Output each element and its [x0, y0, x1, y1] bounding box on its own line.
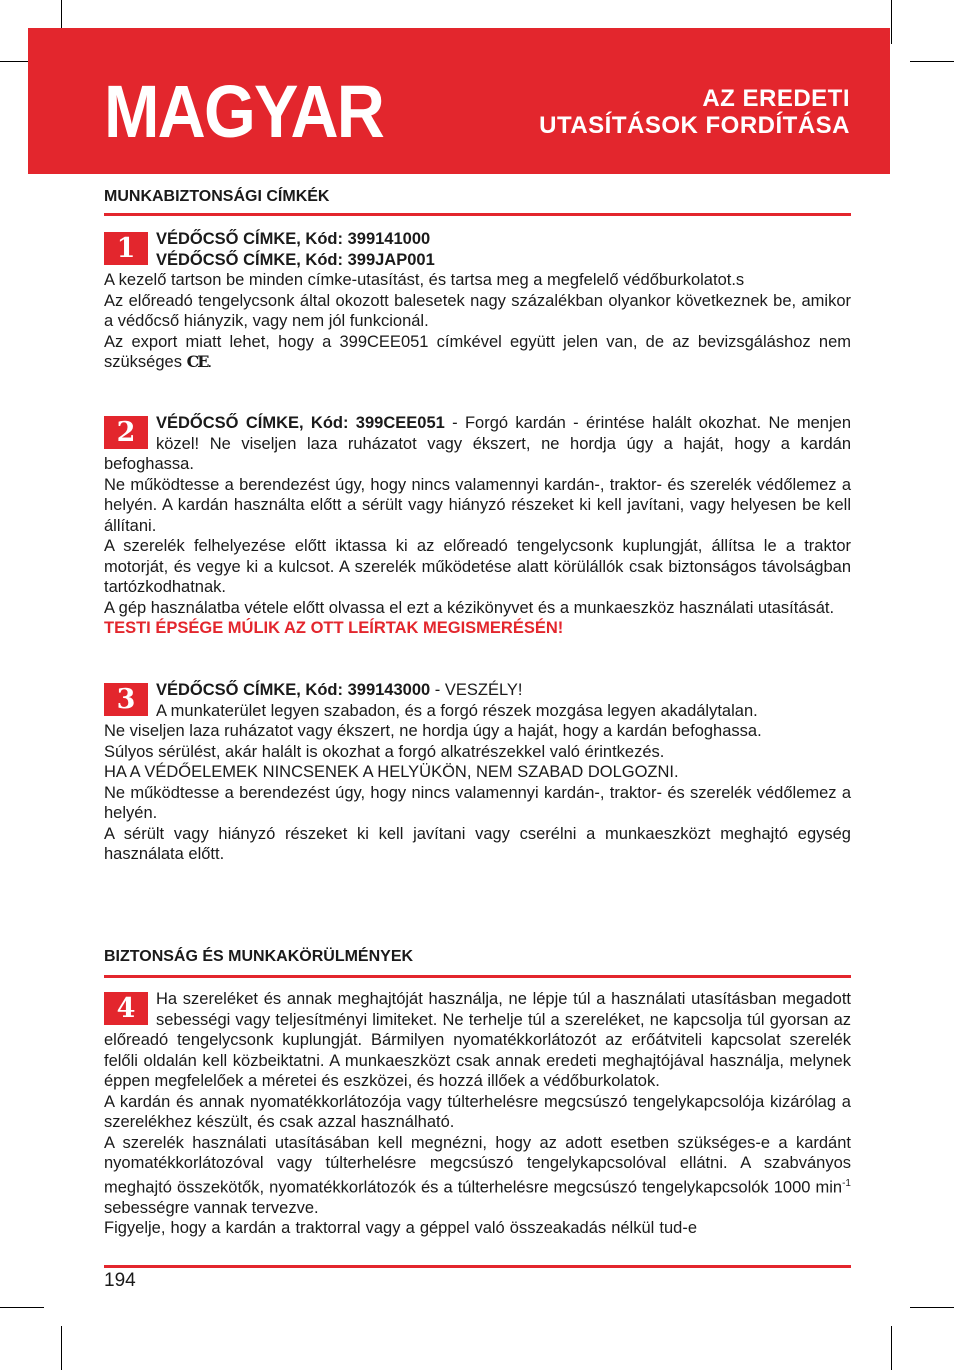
header-banner — [28, 28, 890, 174]
label-text — [104, 332, 851, 373]
body-text: Figyelje, hogy a kardán a traktorral vagy a géppel való összeakadás nélkül tud-e — [104, 1219, 698, 1237]
label-number-badge: 2 — [104, 416, 148, 449]
warning-text: TESTI ÉPSÉGE MÚLIK AZ OTT LEÍRTAK MEGISMERÉSÉN! — [104, 619, 564, 637]
section-title-safety — [104, 947, 851, 967]
label-heading-rest: - VESZÉLY! — [430, 681, 523, 699]
body-text-end: sebességre vannak tervezve. — [104, 1198, 319, 1217]
label-text: A kezelő tartson be minden címke-utasítást, és tartsa meg a megfelelő védőburkolatot.s — [104, 271, 745, 289]
label-item-4 — [104, 989, 851, 1239]
body-text: Ha szereléket és annak meghajtóját használja, ne lépje túl a használati utasításban megadott sebességi vagy teljesítményi limiteket. Ne terhelje túl a szereléket, ne kapcsolja túl gyorsan az előreadó tengelycsonk kuplungját. Bármilyen nyomatékkorlátozót az erőátviteli kapcsolat szerelék felőli oldalán kell közbeiktatni. A munkaeszközt csak annak eredeti meghajtójával használja, melynek éppen megfelelőek a méretei és eszközei, és hozzá illőek a védőburkolatok. — [104, 990, 851, 1090]
header-subtitle-line2: UTASÍTÁSOK FORDÍTÁSA — [539, 112, 850, 139]
label-text: A munkaterület legyen szabadon, és a forgó részek mozgása legyen akadálytalan. — [156, 701, 758, 720]
label-heading: VÉDŐCSŐ CÍMKE, Kód: 399JAP001 — [156, 250, 435, 269]
label-text: Súlyos sérülést, akár halált is okozhat a forgó alkatrészekkel való érintkezés. — [104, 742, 665, 761]
label-text: A sérült vagy hiányzó részeket ki kell javítani vagy cserélni a munkaeszközt meghajtó egység használata előtt. — [104, 824, 851, 863]
label-number-badge: 3 — [104, 683, 148, 716]
label-text: Ne működtesse a berendezést úgy, hogy nincs valamennyi kardán-, traktor- és szerelék védőlemez a helyén. — [104, 783, 851, 822]
label-text: Ne működtesse a berendezést úgy, hogy nincs valamennyi kardán-, traktor- és szerelék védőlemez a helyén. A kardán használta előtt a sérült vagy hiányzó részeket ki kell javítani, vagy helyesen be kell állítani. — [104, 475, 851, 535]
header-subtitle-line1: AZ EREDETI — [702, 85, 850, 112]
section-rule — [104, 213, 851, 216]
crop-mark — [910, 1307, 954, 1308]
label-heading-paragraph — [104, 413, 851, 475]
body-text — [104, 1133, 851, 1219]
label-text: Ne viseljen laza ruházatot vagy ékszert, ne hordja úgy a haját, hogy a kardán befoghassa. — [104, 722, 762, 740]
label-item-2 — [104, 413, 851, 639]
page-number: 194 — [104, 1270, 136, 1291]
ce-mark-icon: CE — [186, 352, 208, 371]
label-heading-rest: - Forgó kardán - érintése halált okozhat. Ne menjen közel! Ne viseljen laza ruházatot vagy ékszert, ne hordja úgy a haját, hogy a kardán befoghassa. — [104, 414, 851, 473]
label-number-badge: 4 — [104, 992, 148, 1025]
section-title: MUNKABIZTONSÁGI CÍMKÉK — [104, 188, 330, 205]
label-text: A gép használatba vétele előtt olvassa el ezt a kézikönyvet és a munkaeszköz használati utasítását. — [104, 598, 835, 617]
label-item-1 — [104, 229, 851, 373]
footer-rule — [104, 1265, 851, 1268]
label-heading: VÉDŐCSŐ CÍMKE, Kód: 399CEE051 — [156, 414, 445, 432]
label-number-badge: 1 — [104, 232, 148, 265]
superscript: -1 — [842, 1177, 851, 1189]
header-subtitle — [470, 85, 850, 139]
label-text-span: Az export miatt lehet, hogy a 399CEE051 címkével együtt jelen van, de az bevizsgáláshoz nem szükséges — [104, 332, 851, 371]
crop-mark — [0, 1307, 44, 1308]
label-heading-line — [104, 680, 851, 701]
crop-mark — [891, 1326, 892, 1370]
crop-mark — [61, 1326, 62, 1370]
section-rule — [104, 975, 851, 978]
label-text: Az előreadó tengelycsonk által okozott balesetek nagy százalékban olyankor következnek be, amikor a védőcső hiányzik, vagy nem jól funkcionál. — [104, 291, 851, 330]
label-heading: VÉDŐCSŐ CÍMKE, Kód: 399141000 — [156, 230, 431, 248]
label-item-3 — [104, 680, 851, 865]
label-heading: VÉDŐCSŐ CÍMKE, Kód: 399143000 — [156, 681, 431, 699]
language-title: MAGYAR — [104, 70, 384, 153]
crop-mark — [891, 0, 892, 44]
crop-mark — [910, 61, 954, 62]
label-text-end: . — [207, 353, 213, 371]
label-text: HA A VÉDŐELEMEK NINCSENEK A HELYÜKÖN, NEM SZABAD DOLGOZNI. — [104, 763, 679, 781]
body-text-span: A szerelék használati utasításában kell megnézni, hogy az adott esetben szükséges-e a kardánt nyomatékkorlátozóval vagy túlterhelésre megcsúszó tengelykapcsolóval ellátni. A szabványos meghajtó összekötők, nyomatékkorlátozók és a túlterhelésre megcsúszó tengelykapcsolók 1000 min — [104, 1133, 851, 1196]
body-text: A kardán és annak nyomatékkorlátozója vagy túlterhelésre megcsúszó tengelykapcsolója kizárólag a szerelékhez készült, és csak azzal használható. — [104, 1092, 851, 1131]
section-title-labels — [104, 187, 851, 207]
label-text: A szerelék felhelyezése előtt iktassa ki az előreadó tengelycsonk kuplungját, állítsa le a traktor motorját, és vegye ki a kulcsot. A szerelék működetése alatt körülállók csak biztonságos távolságban tartózkodhatnak. — [104, 537, 851, 596]
section-title: BIZTONSÁG ÉS MUNKAKÖRÜLMÉNYEK — [104, 948, 414, 965]
